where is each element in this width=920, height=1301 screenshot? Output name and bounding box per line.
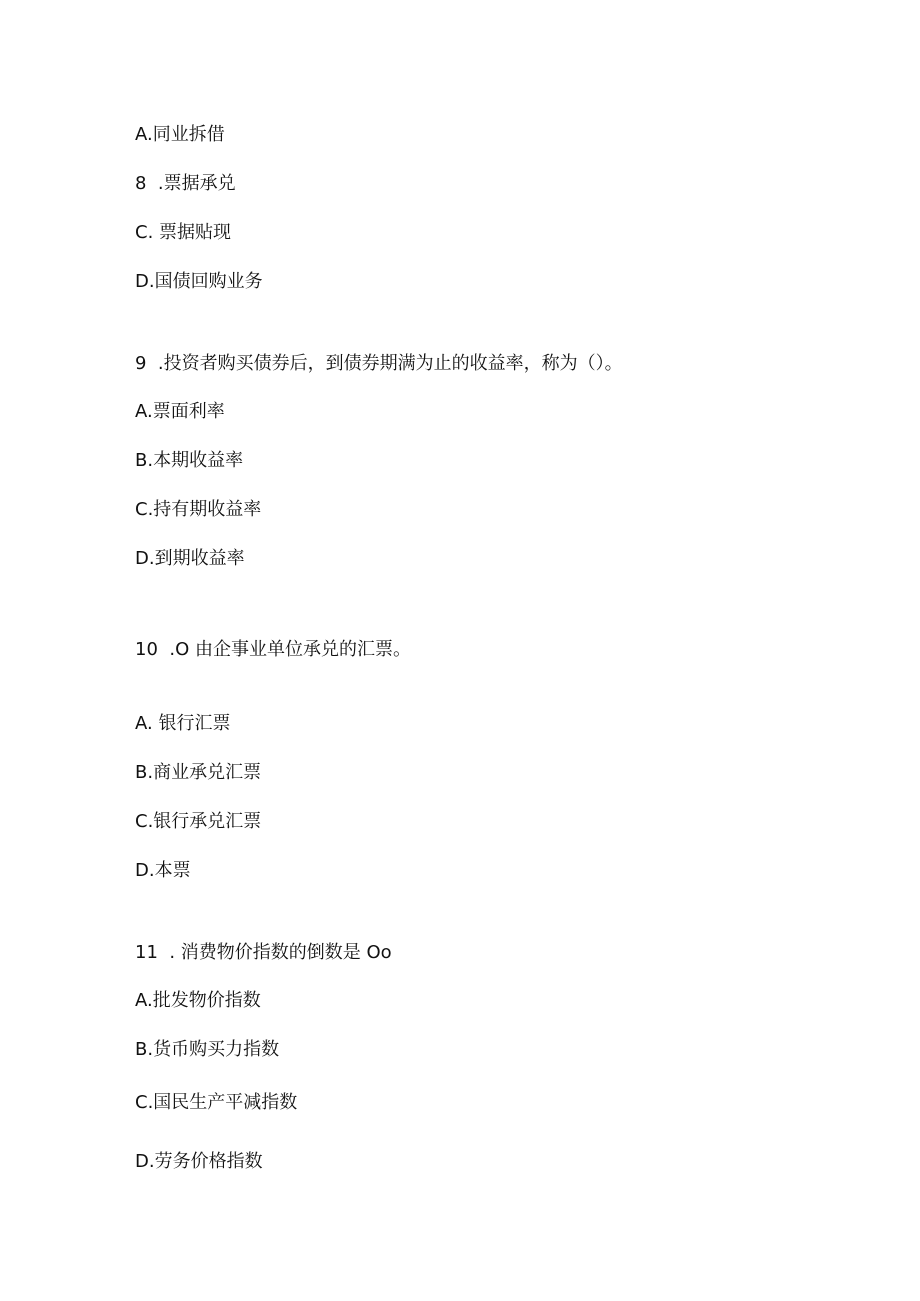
q10-option-a: A. 银行汇票	[135, 713, 231, 734]
q9-option-a: A.票面利率	[135, 401, 225, 422]
q11-option-b: B.货币购买力指数	[135, 1039, 280, 1060]
q10-question: 10 .O 由企事业单位承兑的汇票。	[135, 639, 411, 660]
q10-option-c: C.银行承兑汇票	[135, 811, 262, 832]
q7-option-a: A.同业拆借	[135, 124, 225, 145]
q7-option-b: 8 .票据承兑	[135, 173, 236, 194]
q7-option-d: D.国债回购业务	[135, 271, 263, 292]
q9-option-b: B.本期收益率	[135, 450, 244, 471]
q9-option-c: C.持有期收益率	[135, 499, 262, 520]
q11-question: 11 . 消费物价指数的倒数是 Oo	[135, 942, 392, 963]
q10-option-d: D.本票	[135, 860, 191, 881]
q7-option-c: C. 票据贴现	[135, 222, 232, 243]
q11-option-a: A.批发物价指数	[135, 990, 261, 1011]
q9-question: 9 .投资者购买债券后，到债券期满为止的收益率，称为（）。	[135, 353, 623, 374]
q11-option-c: C.国民生产平减指数	[135, 1092, 298, 1113]
q11-option-d: D.劳务价格指数	[135, 1151, 263, 1172]
q9-option-d: D.到期收益率	[135, 548, 245, 569]
q10-option-b: B.商业承兑汇票	[135, 762, 262, 783]
